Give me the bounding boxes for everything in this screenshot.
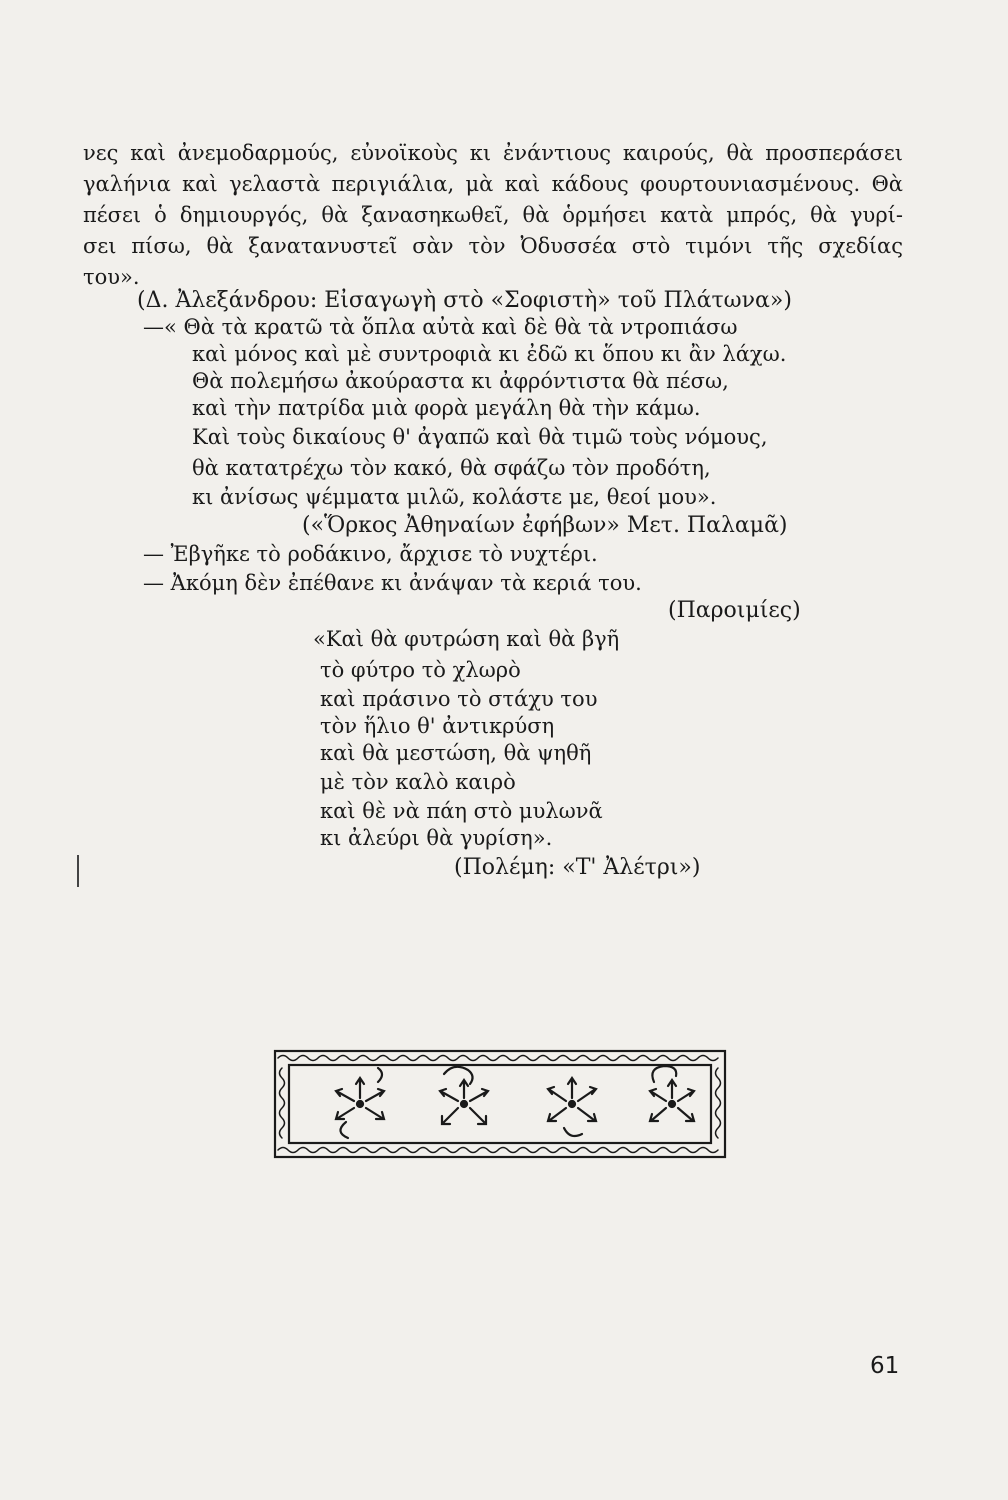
aletri-poem-line: «Καὶ θὰ φυτρώση καὶ θὰ βγῆ bbox=[313, 627, 620, 651]
prose-line: γαλήνια καὶ γελαστὰ περιγιάλια, μὰ καὶ κάδους φουρτουνιασμένους. Θὰ bbox=[83, 172, 903, 196]
prose-line: πέσει ὁ δημιουργός, θὰ ξανασηκωθεῖ, θὰ ὁρμήσει κατὰ μπρός, θὰ γυρί- bbox=[83, 203, 903, 227]
aletri-poem-line: καὶ πράσινο τὸ στάχυ του bbox=[320, 687, 598, 711]
oath-poem-line: κι ἀνίσως ψέμματα μιλῶ, κολάστε με, θεοί μου». bbox=[192, 485, 717, 509]
proverb-line: — Ἀκόμη δὲν ἐπέθανε κι ἀνάψαν τὰ κεριά του. bbox=[143, 571, 642, 595]
aletri-poem-line: τὸ φύτρο τὸ χλωρὸ bbox=[320, 658, 521, 682]
aletri-poem-line: καὶ θὲ νὰ πάη στὸ μυλωνᾶ bbox=[320, 799, 603, 823]
aletri-poem-source: (Πολέμη: «Τ' Ἀλέτρι») bbox=[454, 855, 701, 880]
aletri-poem-line: τὸν ἥλιο θ' ἀντικρύση bbox=[320, 714, 555, 738]
proverb-line: — Ἐβγῆκε τὸ ροδάκινο, ἄρχισε τὸ νυχτέρι. bbox=[143, 542, 598, 566]
aletri-poem-line: κι ἀλεύρι θὰ γυρίση». bbox=[320, 826, 553, 850]
floral-ornament bbox=[272, 1048, 728, 1160]
prose-line: νες καὶ ἀνεμοδαρμούς, εὐνοϊκοὺς κι ἐνάντιους καιρούς, θὰ προσπεράσει bbox=[83, 141, 903, 165]
oath-poem-line: καὶ μόνος καὶ μὲ συντροφιὰ κι ἐδῶ κι ὅπου κι ἂν λάχω. bbox=[192, 342, 787, 366]
prose-line: σει πίσω, θὰ ξανατανυστεῖ σὰν τὸν Ὀδυσσέα στὸ τιμόνι τῆς σχεδίας bbox=[83, 234, 903, 258]
oath-poem-line: καὶ τὴν πατρίδα μιὰ φορὰ μεγάλη θὰ τὴν κάμω. bbox=[192, 396, 701, 420]
oath-poem-line: —« Θὰ τὰ κρατῶ τὰ ὅπλα αὐτὰ καὶ δὲ θὰ τὰ ντροπιάσω bbox=[143, 315, 738, 339]
page-number: 61 bbox=[870, 1353, 900, 1379]
oath-poem-line: Θὰ πολεμήσω ἀκούραστα κι ἀφρόντιστα θὰ πέσω, bbox=[192, 369, 729, 393]
aletri-poem-line: καὶ θὰ μεστώση, θὰ ψηθῆ bbox=[320, 741, 592, 765]
oath-poem-line: θὰ κατατρέχω τὸν κακό, θὰ σφάζω τὸν προδότη, bbox=[192, 456, 711, 480]
prose-line: του». bbox=[83, 265, 140, 289]
aletri-poem-line: μὲ τὸν καλὸ καιρὸ bbox=[320, 770, 516, 794]
margin-mark bbox=[77, 855, 79, 887]
oath-poem-line: Καὶ τοὺς δικαίους θ' ἀγαπῶ καὶ θὰ τιμῶ τοὺς νόμους, bbox=[192, 425, 768, 449]
source-citation-alexandrou: (Δ. Ἀλεξάνδρου: Εἰσαγωγὴ στὸ «Σοφιστὴ» τοῦ Πλάτωνα») bbox=[137, 288, 792, 313]
proverbs-source: (Παροιμίες) bbox=[668, 598, 801, 623]
oath-poem-source: («Ὅρκος Ἀθηναίων ἐφήβων» Μετ. Παλαμᾶ) bbox=[302, 513, 788, 538]
